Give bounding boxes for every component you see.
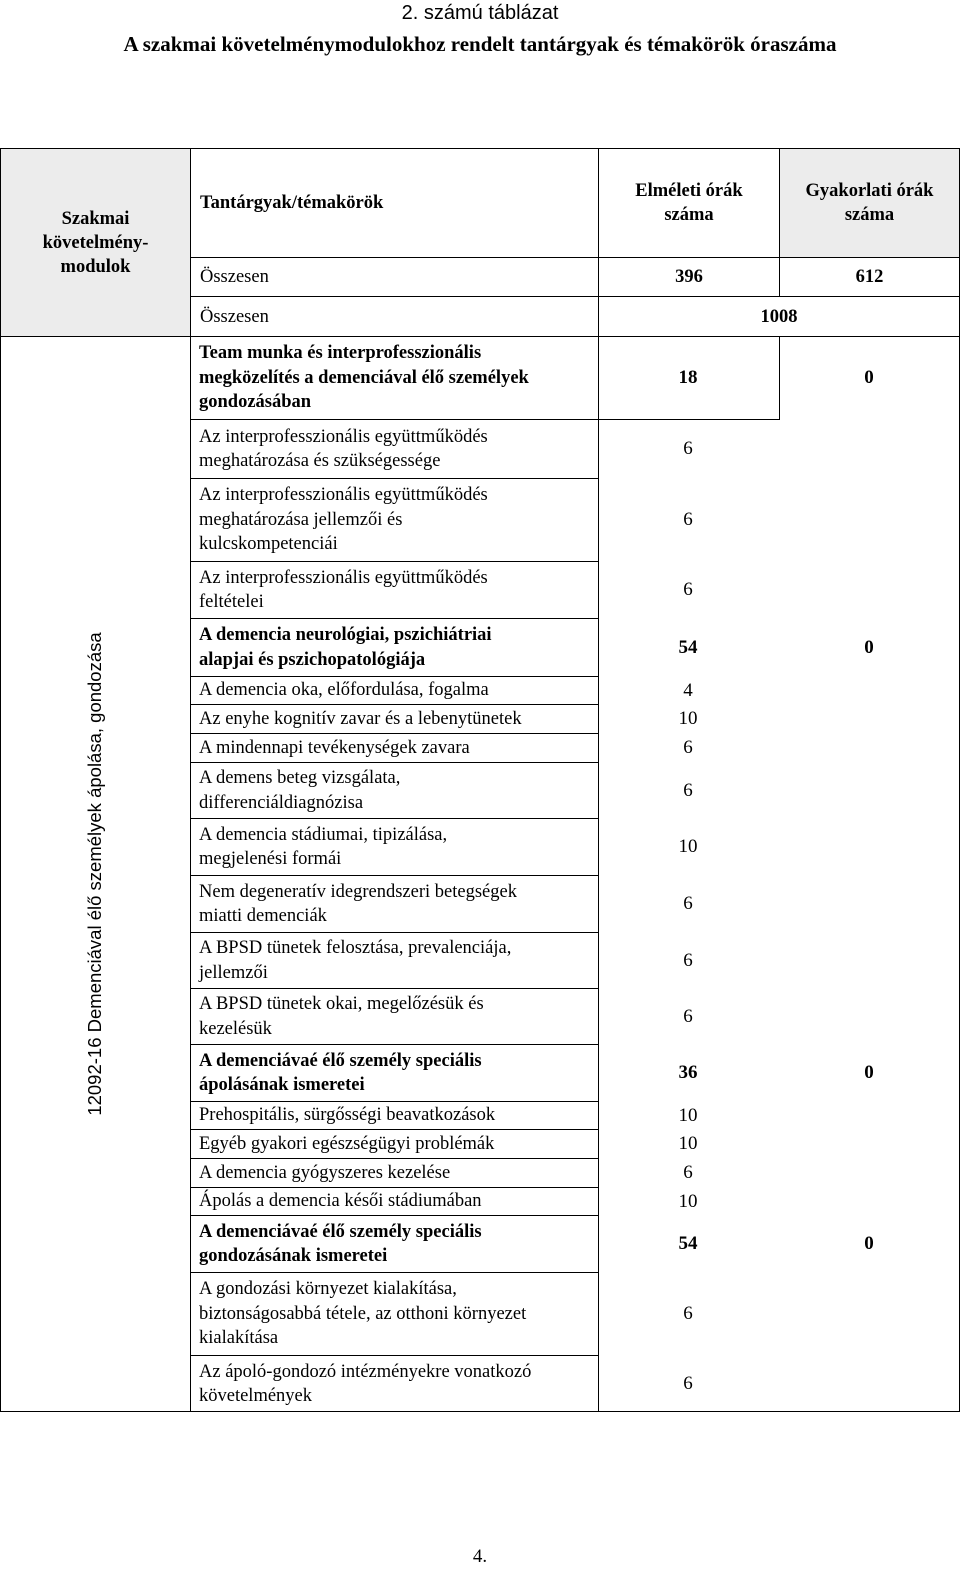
table-title: A szakmai követelménymodulokhoz rendelt tantárgyak és témakörök óraszáma [123, 32, 837, 56]
subtopic-row-11: A BPSD tünetek okai, megelőzésük és kezelésük [199, 994, 484, 1039]
subtopic-row-12: Prehospitális, sürgősségi beavatkozások [199, 1105, 496, 1126]
subtopic-row-16: A gondozási környezet kialakítása, biztonságosabbá tétele, az otthoni környezet kialakítása [199, 1279, 527, 1349]
total-theory-cell [598, 257, 780, 297]
theory-hours: 4 [683, 679, 693, 701]
theory-hours: 10 [678, 836, 698, 857]
practice-hours: 0 [864, 1233, 874, 1254]
theory-hours: 6 [683, 438, 693, 459]
subtopic-row-6: A mindennapi tevékenységek zavara [199, 737, 470, 758]
theory-hours: 10 [678, 708, 698, 729]
total-row-label-cell [190, 257, 599, 297]
table-number: 2. számú táblázat [401, 2, 559, 24]
topic-row-3: A demenciávaé élő személy speciális ápolásának ismeretei [199, 1050, 482, 1095]
grand-total-label-cell [190, 296, 599, 337]
subtopic-row-13: Egyéb gyakori egészségügyi problémák [199, 1133, 495, 1154]
practice-hours: 0 [864, 1062, 874, 1083]
total-label: Összesen [200, 266, 269, 287]
theory-hours: 6 [683, 1373, 693, 1394]
practice-header-line-1: Gyakorlati órák [805, 181, 934, 201]
topic-row-4: A demenciávaé élő személy speciális gondozásának ismeretei [199, 1221, 482, 1266]
theory-hours: 10 [678, 1104, 698, 1126]
practice-header-cell [779, 148, 960, 258]
theory-hours: 6 [683, 579, 693, 600]
subtopic-row-14: A demencia gyógyszeres kezelése [199, 1162, 451, 1183]
theory-hours: 6 [683, 779, 693, 801]
module-header-line-3: modulok [60, 256, 131, 277]
module-header-line-1: Szakmai [61, 208, 130, 229]
total-practice-cell [779, 257, 960, 297]
grand-total-value-cell [598, 296, 960, 337]
theory-hours: 6 [683, 949, 693, 971]
total-practice-value: 612 [855, 266, 884, 287]
page-number: 4. [472, 1546, 488, 1567]
grand-total-value: 1008 [760, 306, 798, 327]
subtopic-row-4: A demencia oka, előfordulása, fogalma [199, 680, 489, 701]
theory-hours: 6 [683, 1162, 693, 1183]
theory-hours: 6 [683, 509, 693, 530]
theory-hours: 18 [678, 367, 698, 388]
subtopic-row-10: A BPSD tünetek felosztása, prevalenciája, jellemzői [199, 938, 512, 983]
subtopic-row-3: Az interprofesszionális együttműködés feltételei [199, 567, 488, 612]
theory-hours: 36 [678, 1062, 698, 1083]
subtopic-row-9: Nem degeneratív idegrendszeri betegségek miatti demenciák [199, 881, 517, 926]
subtopic-row-5: Az enyhe kognitív zavar és a lebenytünetek [199, 708, 522, 729]
theory-hours: 6 [683, 893, 693, 914]
subtopic-row-8: A demencia stádiumai, tipizálása, megjelenési formái [199, 824, 448, 869]
subjects-header-label: Tantárgyak/témakörök [200, 193, 384, 213]
practice-hours: 0 [864, 367, 874, 388]
topic-row-1: Team munka és interprofesszionális megközelítés a demenciával élő személyek gondozásában [199, 343, 529, 413]
theory-hours: 6 [683, 1303, 693, 1324]
theory-hours: 6 [683, 737, 693, 758]
theory-hours: 54 [678, 1233, 698, 1254]
subtopic-row-1: Az interprofesszionális együttműködés meghatározása és szükségessége [199, 426, 488, 471]
theory-hours: 10 [678, 1133, 698, 1154]
subtopic-row-17: Az ápoló-gondozó intézményekre vonatkozó követelmények [199, 1361, 532, 1406]
module-header-cell [0, 148, 191, 337]
module-header-line-2: követelmény- [42, 232, 149, 253]
module-name: 12092-16 Demenciával élő személyek ápolása, gondozása [84, 632, 105, 1116]
theory-header-cell [598, 148, 780, 258]
module-name-cell [0, 336, 190, 1412]
theory-hours: 54 [678, 636, 698, 658]
theory-hours: 6 [683, 1005, 693, 1027]
practice-hours: 0 [864, 636, 874, 658]
subtopic-row-2: Az interprofesszionális együttműködés meghatározása jellemzői és kulcskompetenciái [199, 485, 488, 555]
theory-header-line-2: száma [664, 205, 714, 225]
practice-header-line-2: száma [844, 205, 895, 225]
total-theory-value: 396 [675, 266, 703, 287]
theory-header-line-1: Elméleti órák [635, 181, 743, 201]
subjects-header-cell [190, 148, 599, 258]
topic-row-2: A demencia neurológiai, pszichiátriai alapjai és pszichopatológiája [199, 625, 492, 670]
subtopic-row-15: Ápolás a demencia késői stádiumában [199, 1191, 482, 1212]
grand-total-label: Összesen [200, 306, 269, 327]
theory-hours: 10 [678, 1190, 698, 1212]
subtopic-row-7: A demens beteg vizsgálata, differenciáldiagnózisa [199, 768, 401, 813]
